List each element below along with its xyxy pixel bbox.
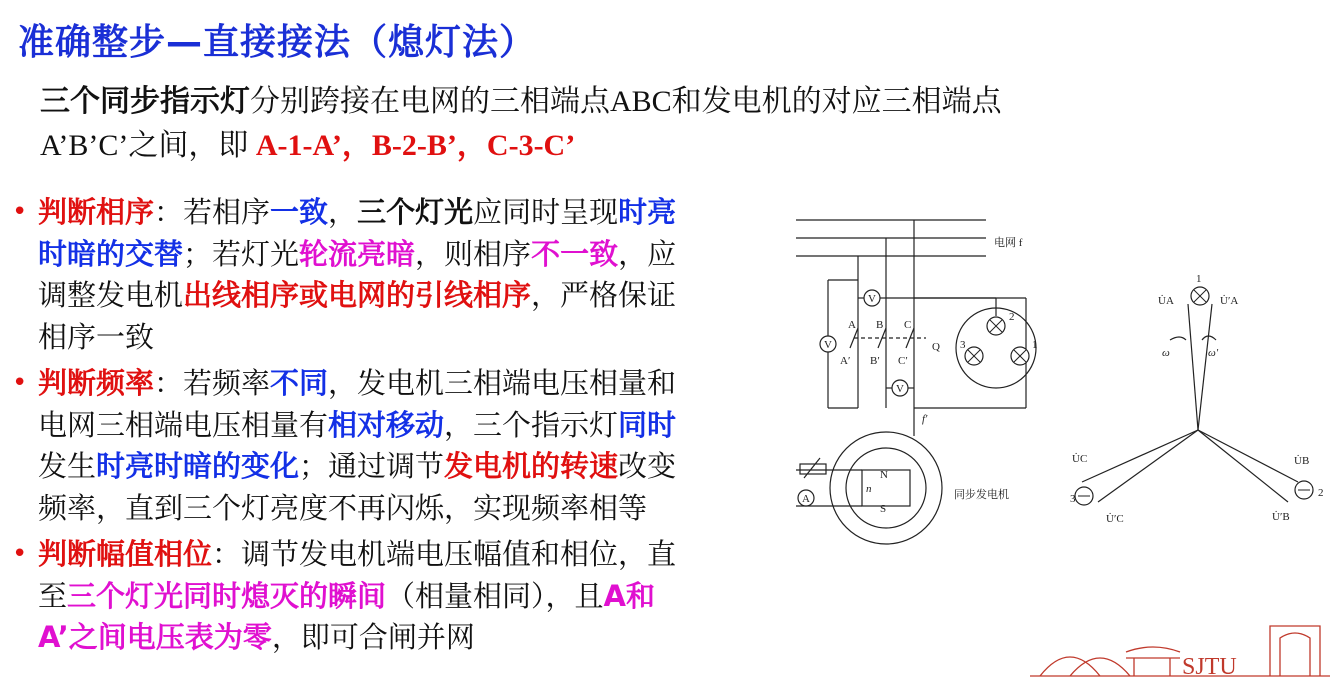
bullet-text-segment: ，严格保证 <box>531 278 677 312</box>
grid-label: 电网 f <box>994 237 1023 249</box>
bullet-text-segment: 三个灯光同时熄灭的瞬间 <box>67 578 387 613</box>
intro-pairs: A-1-A’，B-2-B’，C-3-C’ <box>255 129 576 162</box>
bullet-text-segment: （相量相同），且 <box>386 578 604 613</box>
bullet-line <box>38 446 772 488</box>
bullet-text-segment: 频率，直到三个灯亮度不再闪烁，实现频率相等 <box>38 490 648 525</box>
lamp-1-label: 1 <box>1032 339 1038 351</box>
bullet-dot-icon: • <box>12 197 28 227</box>
bullet-list <box>12 192 772 664</box>
bullet-text-segment: 电网三相端电压相量有 <box>38 407 329 442</box>
bullet-line <box>38 234 772 276</box>
bullet-text-segment: ：若频率 <box>154 366 271 400</box>
bullet-text-segment: 相序一致 <box>38 319 155 354</box>
bullet-text-segment: 时亮 <box>618 195 677 229</box>
terminal-b-prime: B′ <box>870 355 880 367</box>
bullet-dot-icon: • <box>12 539 28 569</box>
bullet-text-segment: ，发电机三相端电压相量和 <box>328 366 677 400</box>
generator-label: 同步发电机 <box>954 489 1009 501</box>
bullet-line <box>38 617 772 659</box>
intro-text-2: A’B’C’之间，即 <box>40 129 256 162</box>
bullet-text-segment: 不同 <box>270 366 329 400</box>
phasor-ub: U̇B <box>1294 455 1310 467</box>
phasor-omega: ω <box>1162 347 1170 359</box>
bullet-text-segment: 判断幅值相位 <box>38 537 213 571</box>
intro-line-2 <box>40 124 1260 168</box>
bullet-text-segment: ；通过调节 <box>299 449 445 483</box>
bullet-text-segment: 一致 <box>270 195 329 229</box>
intro-line-1 <box>40 80 1260 124</box>
phasor-ua: U̇A <box>1158 295 1174 307</box>
bullet-text-segment: 至 <box>38 578 68 613</box>
bullet-text-segment: 同时 <box>618 407 677 442</box>
bullet-item <box>12 534 772 659</box>
bullet-text-segment: 判断相序 <box>38 195 155 229</box>
bullet-text-segment: 相对移动 <box>328 407 445 442</box>
bullet-text-segment: 三个灯光 <box>357 195 474 229</box>
gen-frequency-label: f′ <box>922 413 928 425</box>
bullet-dot-icon: • <box>12 368 28 398</box>
bullet-text-segment: 判断频率 <box>38 366 155 400</box>
terminal-c: C <box>904 319 912 331</box>
bullet-text-segment: 发电机的转速 <box>444 449 619 483</box>
bullet-text-segment: 时亮时暗的变化 <box>96 449 300 483</box>
bullet-line <box>38 192 772 234</box>
bullet-text-segment: 轮流亮暗 <box>299 236 416 271</box>
voltmeter-3-label: V <box>896 383 904 395</box>
terminal-b: B <box>876 319 884 331</box>
phasor-lamp-3-label: 3 <box>1070 493 1076 505</box>
voltmeter-1-label: V <box>868 293 876 305</box>
terminal-c-prime: C′ <box>898 355 908 367</box>
bullet-line <box>38 363 772 405</box>
bullet-text-segment: 不一致 <box>531 236 619 271</box>
page-title: 准确整步—直接接法（熄灯法） <box>18 22 537 63</box>
bullet-line <box>38 405 772 447</box>
bullet-text-segment: A’之间电压表为零 <box>38 620 272 654</box>
bullet-line <box>38 488 772 530</box>
bullet-text-segment: 应同时呈现 <box>473 195 619 229</box>
bullet-text-segment: ， <box>328 195 358 229</box>
logo-text: SJTU <box>1182 654 1237 678</box>
intro-paragraph <box>40 80 1260 168</box>
bullet-line <box>38 275 772 317</box>
bullet-text-segment: ；若灯光 <box>183 236 300 271</box>
bullet-text-segment: ：若相序 <box>154 195 271 229</box>
lamp-3-label: 3 <box>960 339 966 351</box>
phasor-omega-prime: ω′ <box>1208 347 1219 359</box>
phasor-uc-prime: U̇′C <box>1106 513 1124 525</box>
synchronization-circuit-diagram <box>776 208 1066 568</box>
phasor-uc: U̇C <box>1072 453 1088 465</box>
bullet-text-segment: 出线相序或电网的引线相序 <box>183 278 532 312</box>
bullet-text-segment: ，应 <box>618 236 677 271</box>
intro-text-1: 分别跨接在电网的三相端点ABC和发电机的对应三相端点 <box>250 85 1002 118</box>
switch-label: Q <box>932 341 940 353</box>
bullet-text-segment: ，则相序 <box>415 236 532 271</box>
voltmeter-2-label: V <box>824 339 832 351</box>
bullet-text-segment: ：调节发电机端电压幅值和相位，直 <box>212 537 677 571</box>
bullet-line <box>38 317 772 359</box>
bullet-line <box>38 534 772 576</box>
speed-label: n <box>866 483 872 495</box>
bullet-text-segment: 调整发电机 <box>38 278 184 312</box>
sjtu-logo <box>1030 618 1330 678</box>
lamp-2-label: 2 <box>1009 311 1015 323</box>
terminal-a: A <box>848 319 856 331</box>
ammeter-label: A <box>802 493 810 505</box>
bullet-text-segment: 发生 <box>38 449 97 483</box>
bullet-text-segment: ，三个指示灯 <box>444 407 619 442</box>
bullet-item <box>12 192 772 358</box>
terminal-a-prime: A′ <box>840 355 851 367</box>
phasor-ua-prime: U̇′A <box>1220 295 1239 307</box>
intro-lead: 三个同步指示灯 <box>40 84 250 119</box>
phasor-lamp-2-label: 2 <box>1318 487 1324 499</box>
bullet-line <box>38 576 772 618</box>
pole-s: S <box>880 503 887 515</box>
bullet-item <box>12 363 772 529</box>
phasor-ub-prime: U̇′B <box>1272 511 1290 523</box>
bullet-text-segment: ，即可合闸并网 <box>271 620 475 654</box>
bullet-text-segment: 时暗的交替 <box>38 236 184 271</box>
bullet-text-segment: 改变 <box>618 449 677 483</box>
phasor-diagram <box>1062 270 1332 530</box>
pole-n: N <box>880 469 888 481</box>
phasor-lamp-1-label: 1 <box>1196 273 1202 285</box>
bullet-text-segment: A和 <box>603 578 655 613</box>
